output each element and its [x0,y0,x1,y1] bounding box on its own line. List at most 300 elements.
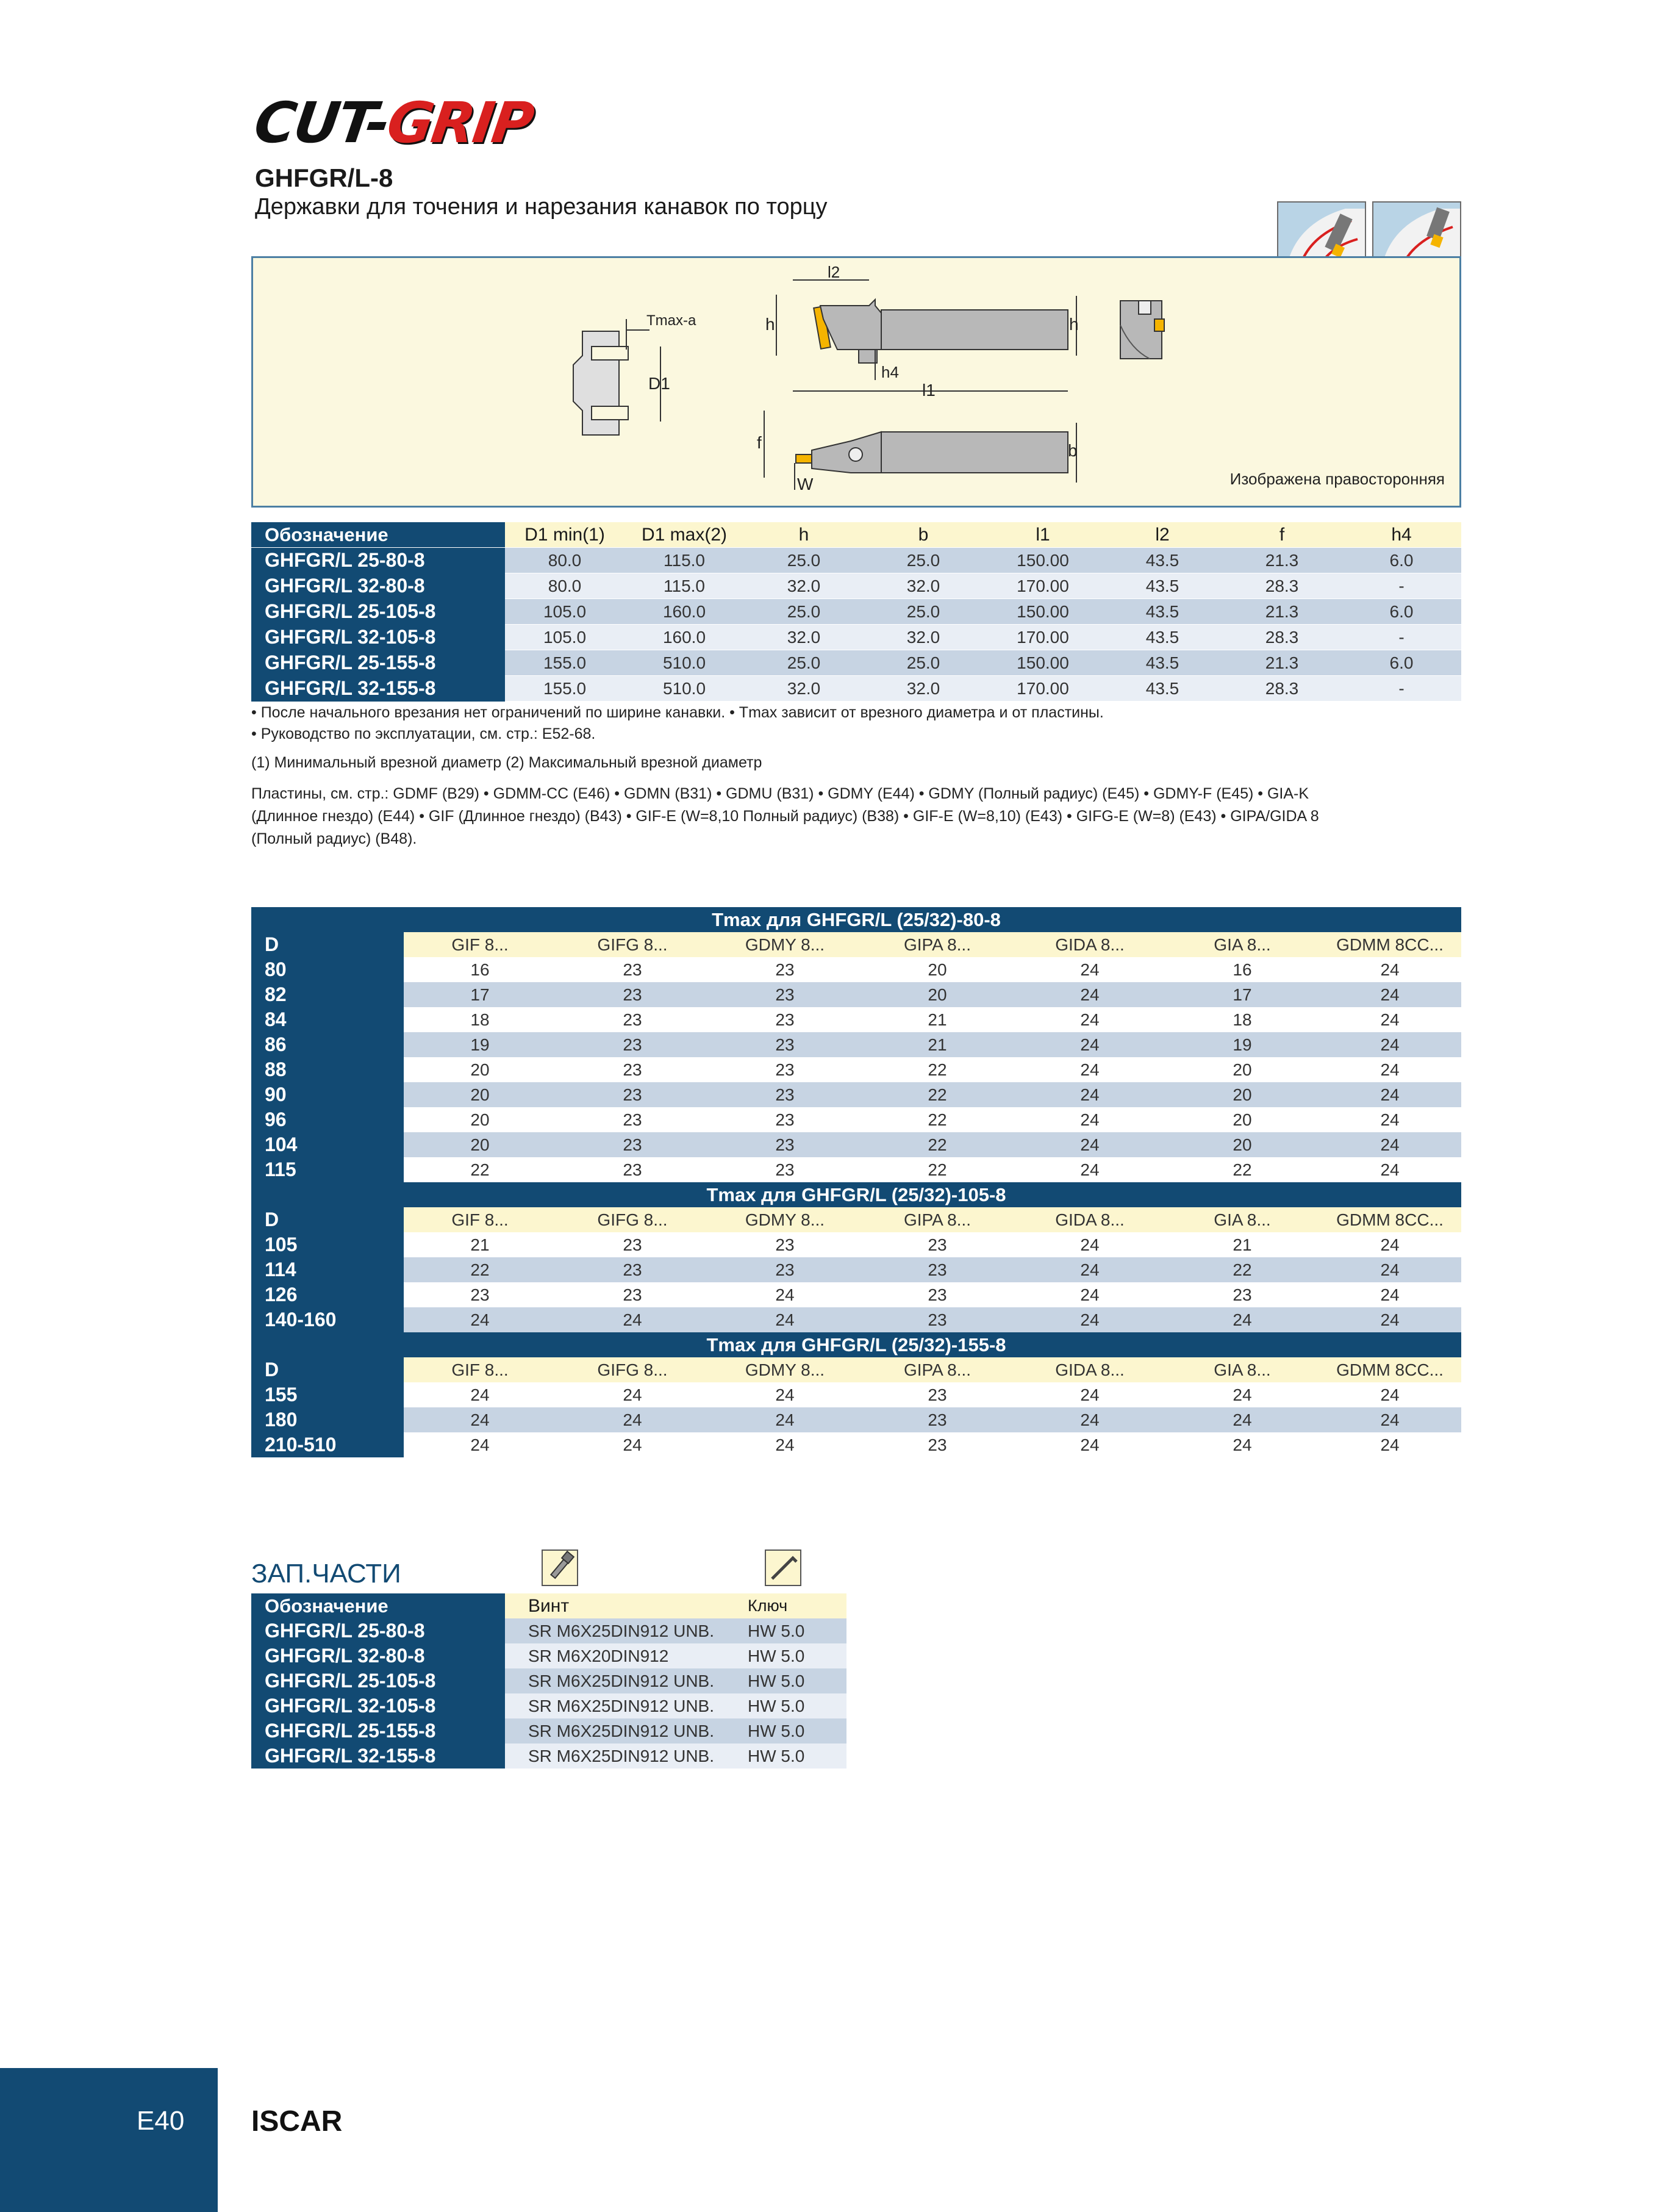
spec-header-f: f [1222,522,1342,548]
tmax-value-cell: 24 [1319,1157,1461,1182]
tmax-value-cell: 24 [1319,1232,1461,1257]
tmax-value-cell: 23 [709,1082,861,1107]
footnote: (1) Минимальный врезной диаметр (2) Максимальный врезной диаметр [251,754,762,771]
tmax-value-cell: 20 [1166,1107,1319,1132]
spares-designation-cell: GHFGR/L 25-80-8 [251,1618,505,1643]
spec-header-h4: h4 [1342,522,1461,548]
spec-value-cell: 32.0 [864,676,983,702]
spares-screw-cell: SR M6X25DIN912 UNB. [505,1718,731,1743]
spec-value-cell: 21.3 [1222,650,1342,676]
spec-header-h: h [744,522,864,548]
tmax-value-cell: 23 [861,1432,1014,1457]
spec-row [251,548,1461,573]
tmax-value-cell: 19 [1166,1032,1319,1057]
tmax-column-header-row [251,932,1461,957]
tmax-value-cell: 24 [1014,1057,1166,1082]
tmax-header-insert: GIFG 8... [556,932,709,957]
tmax-header-insert: GDMY 8... [709,1357,861,1382]
tmax-value-cell: 24 [1014,1107,1166,1132]
page-number: E40 [137,2106,185,2136]
tmax-header-insert: GIFG 8... [556,1357,709,1382]
tmax-table [251,907,1461,1457]
spec-table-body [251,548,1461,702]
spares-key-cell: HW 5.0 [731,1718,846,1743]
tmax-value-cell: 24 [709,1432,861,1457]
spec-value-cell: 105.0 [505,599,625,625]
tmax-diameter-cell: 90 [251,1082,404,1107]
tmax-value-cell: 24 [1319,1107,1461,1132]
tmax-row [251,1082,1461,1107]
tmax-value-cell: 24 [404,1307,556,1332]
h-label-right: h [1069,315,1079,334]
spec-value-cell: 25.0 [864,548,983,573]
tmax-value-cell: 23 [709,1107,861,1132]
tmax-value-cell: 20 [1166,1057,1319,1082]
tmax-value-cell: 24 [404,1407,556,1432]
footer-page-bar [0,2068,218,2212]
tmax-value-cell: 23 [404,1282,556,1307]
spares-row [251,1743,846,1769]
tmax-header-insert: GDMY 8... [709,932,861,957]
tmax-value-cell: 19 [404,1032,556,1057]
tmax-value-cell: 24 [1319,1007,1461,1032]
tmax-value-cell: 24 [1319,1032,1461,1057]
spec-value-cell: 28.3 [1222,573,1342,599]
tmax-row [251,1257,1461,1282]
tmax-value-cell: 22 [1166,1157,1319,1182]
tmax-value-cell: 24 [709,1382,861,1407]
tmax-value-cell: 23 [556,1007,709,1032]
tmax-value-cell: 24 [1319,1082,1461,1107]
spec-value-cell: 6.0 [1342,599,1461,625]
spares-title: ЗАП.ЧАСТИ [251,1559,401,1589]
tmax-header-insert: GIA 8... [1166,932,1319,957]
h-label-left: h [765,315,775,334]
tmax-value-cell: 20 [404,1107,556,1132]
tmax-value-cell: 22 [861,1157,1014,1182]
spec-value-cell: 115.0 [625,573,744,599]
tmax-diameter-cell: 88 [251,1057,404,1082]
tmax-header-insert: GIPA 8... [861,1357,1014,1382]
spec-value-cell: 32.0 [864,625,983,650]
spec-value-cell: 43.5 [1103,625,1222,650]
tmax-value-cell: 24 [1319,1282,1461,1307]
spec-value-cell: 510.0 [625,676,744,702]
spec-value-cell: 155.0 [505,676,625,702]
tmax-value-cell: 24 [1014,1132,1166,1157]
tmax-header-insert: GIA 8... [1166,1357,1319,1382]
hex-key-icon [765,1549,801,1586]
tmax-value-cell: 24 [1014,1307,1166,1332]
spec-row [251,676,1461,702]
spares-screw-cell: SR M6X25DIN912 UNB. [505,1693,731,1718]
tmax-diameter-cell: 96 [251,1107,404,1132]
workpiece-section [573,331,628,435]
tmax-value-cell: 24 [556,1407,709,1432]
tmax-value-cell: 24 [709,1407,861,1432]
spares-table [251,1593,846,1769]
tmax-row [251,1132,1461,1157]
tmax-column-header-row [251,1357,1461,1382]
tmax-group-title-row [251,907,1461,932]
spec-value-cell: 21.3 [1222,548,1342,573]
tmax-row [251,1307,1461,1332]
tool-side-view [814,300,1068,363]
spec-value-cell: - [1342,625,1461,650]
spec-value-cell: 32.0 [744,573,864,599]
tmax-value-cell: 23 [861,1407,1014,1432]
tmax-value-cell: 18 [404,1007,556,1032]
tmax-value-cell: 21 [404,1232,556,1257]
spec-row [251,599,1461,625]
tmax-value-cell: 20 [404,1082,556,1107]
spec-value-cell: 150.00 [983,650,1103,676]
tmax-row [251,1157,1461,1182]
tmax-value-cell: 24 [1319,1307,1461,1332]
spec-designation-cell: GHFGR/L 25-80-8 [251,548,505,573]
tmax-value-cell: 22 [861,1107,1014,1132]
l1-label: l1 [922,381,936,400]
spec-value-cell: 43.5 [1103,676,1222,702]
tmax-value-cell: 24 [1014,1157,1166,1182]
tmax-row [251,957,1461,982]
spec-table [251,522,1461,702]
tmax-diameter-cell: 126 [251,1282,404,1307]
tmax-header-insert: GIPA 8... [861,1207,1014,1232]
tmax-header-insert: GIF 8... [404,1207,556,1232]
spec-designation-cell: GHFGR/L 32-105-8 [251,625,505,650]
tmax-header-insert: GDMM 8CC... [1319,932,1461,957]
f-label: f [757,433,762,452]
note-line-1: • После начального врезания нет ограничений по ширине канавки. • Tmax зависит от врезного диаметра и от пластины. [251,704,1104,721]
tmax-header-insert: GIF 8... [404,932,556,957]
tmax-value-cell: 23 [709,1257,861,1282]
tmax-group-title: Tmax для GHFGR/L (25/32)-105-8 [251,1182,1461,1207]
tmax-value-cell: 24 [1319,1257,1461,1282]
spares-key-cell: HW 5.0 [731,1743,846,1769]
spec-designation-cell: GHFGR/L 32-80-8 [251,573,505,599]
tmax-row [251,1232,1461,1257]
tmax-header-insert: GIF 8... [404,1357,556,1382]
tmax-value-cell: 24 [1014,1082,1166,1107]
tmax-row [251,982,1461,1007]
spec-value-cell: 32.0 [744,676,864,702]
spec-value-cell: 43.5 [1103,548,1222,573]
tmax-value-cell: 24 [1319,1407,1461,1432]
spec-value-cell: 170.00 [983,625,1103,650]
spec-designation-cell: GHFGR/L 25-155-8 [251,650,505,676]
page-title: GHFGR/L-8 [255,163,393,192]
tool-end-view [1120,301,1164,359]
spares-row [251,1693,846,1718]
h4-label: h4 [881,363,899,381]
spec-value-cell: 25.0 [744,599,864,625]
tmax-value-cell: 22 [404,1257,556,1282]
tmax-value-cell: 24 [1014,1257,1166,1282]
tmax-value-cell: 23 [556,1157,709,1182]
tmax-column-header-row [251,1207,1461,1232]
spec-value-cell: 25.0 [744,650,864,676]
inserts-line-3: (Полный радиус) (B48). [251,830,417,847]
tmax-value-cell: 21 [1166,1232,1319,1257]
tmax-diameter-cell: 115 [251,1157,404,1182]
spec-designation-cell: GHFGR/L 25-105-8 [251,599,505,625]
tmax-value-cell: 20 [404,1057,556,1082]
tmax-row [251,1382,1461,1407]
spec-value-cell: 80.0 [505,573,625,599]
tmax-value-cell: 24 [556,1382,709,1407]
spec-value-cell: - [1342,676,1461,702]
tmax-value-cell: 17 [1166,982,1319,1007]
tmax-diameter-cell: 105 [251,1232,404,1257]
spec-value-cell: 6.0 [1342,548,1461,573]
tmax-value-cell: 21 [861,1032,1014,1057]
tmax-value-cell: 23 [556,1257,709,1282]
tmax-row [251,1432,1461,1457]
spares-screw-cell: SR M6X25DIN912 UNB. [505,1618,731,1643]
tmax-value-cell: 24 [1014,957,1166,982]
spares-key-cell: HW 5.0 [731,1643,846,1668]
tmax-header-insert: GIPA 8... [861,932,1014,957]
tmax-header-d: D [251,1357,404,1382]
tmax-value-cell: 23 [861,1307,1014,1332]
spec-row [251,650,1461,676]
tmax-header-insert: GIDA 8... [1014,932,1166,957]
tmax-value-cell: 24 [1014,982,1166,1007]
tmax-row [251,1032,1461,1057]
spares-designation-cell: GHFGR/L 32-105-8 [251,1693,505,1718]
spec-value-cell: 80.0 [505,548,625,573]
spec-value-cell: 150.00 [983,548,1103,573]
tmax-value-cell: 16 [404,957,556,982]
tmax-diameter-cell: 84 [251,1007,404,1032]
tmax-value-cell: 24 [1014,1282,1166,1307]
spares-header-key: Ключ [731,1593,846,1618]
tmax-value-cell: 23 [861,1282,1014,1307]
tmax-diameter-cell: 155 [251,1382,404,1407]
tmax-value-cell: 24 [404,1382,556,1407]
spec-value-cell: 32.0 [744,625,864,650]
spares-screw-cell: SR M6X25DIN912 UNB. [505,1743,731,1769]
spec-value-cell: 150.00 [983,599,1103,625]
spares-screw-cell: SR M6X20DIN912 [505,1643,731,1668]
spec-header-b: b [864,522,983,548]
spec-header-l2: l2 [1103,522,1222,548]
tmax-diameter-cell: 104 [251,1132,404,1157]
spec-value-cell: 170.00 [983,573,1103,599]
tmax-diameter-cell: 82 [251,982,404,1007]
screw-icon [542,1549,578,1586]
tmax-group-title-row [251,1182,1461,1207]
tmax-value-cell: 24 [1319,957,1461,982]
spec-value-cell: 21.3 [1222,599,1342,625]
tmax-value-cell: 24 [709,1307,861,1332]
tmax-header-d: D [251,932,404,957]
tmax-value-cell: 23 [861,1232,1014,1257]
spec-row [251,625,1461,650]
tmax-value-cell: 24 [1166,1407,1319,1432]
tmax-value-cell: 24 [1166,1382,1319,1407]
tmax-value-cell: 17 [404,982,556,1007]
tmax-value-cell: 22 [861,1082,1014,1107]
tmax-row [251,1007,1461,1032]
right-hand-note: Изображена правосторонняя [1229,470,1445,488]
tmax-value-cell: 21 [861,1007,1014,1032]
spec-value-cell: 43.5 [1103,599,1222,625]
spec-row [251,573,1461,599]
tmax-value-cell: 24 [404,1432,556,1457]
spares-header-row [251,1593,846,1618]
spec-value-cell: 170.00 [983,676,1103,702]
l2-label: l2 [828,263,840,281]
inserts-line-2: (Длинное гнездо) (E44) • GIF (Длинное гнездо) (B43) • GIF-E (W=8,10 Полный радиус) (B38) • GIF-E (W=8,10) (E43) • GIFG-E (W=8) (E43) • GIPA/GIDA 8 [251,808,1319,825]
spares-designation-cell: GHFGR/L 25-105-8 [251,1668,505,1693]
spec-value-cell: 160.0 [625,599,744,625]
tmax-value-cell: 24 [1014,1032,1166,1057]
spec-value-cell: 510.0 [625,650,744,676]
tmax-value-cell: 24 [1319,1432,1461,1457]
tmax-value-cell: 23 [709,1057,861,1082]
tmax-value-cell: 24 [1014,1382,1166,1407]
tmax-diameter-cell: 80 [251,957,404,982]
tmax-value-cell: 23 [556,1232,709,1257]
tmax-value-cell: 24 [1319,1057,1461,1082]
tmax-diameter-cell: 86 [251,1032,404,1057]
tmax-header-insert: GIDA 8... [1014,1207,1166,1232]
spec-value-cell: 25.0 [864,599,983,625]
tmax-table-body [251,907,1461,1457]
spec-value-cell: 25.0 [744,548,864,573]
tmax-value-cell: 16 [1166,957,1319,982]
tmax-value-cell: 23 [556,1082,709,1107]
tmax-header-insert: GIFG 8... [556,1207,709,1232]
spares-row [251,1718,846,1743]
spec-value-cell: 160.0 [625,625,744,650]
tmax-value-cell: 18 [1166,1007,1319,1032]
tmax-value-cell: 22 [404,1157,556,1182]
tmax-value-cell: 24 [1014,1007,1166,1032]
inserts-line-1: Пластины, см. стр.: GDMF (B29) • GDMM-CC (E46) • GDMN (B31) • GDMU (B31) • GDMY (E44) • GDMY (Полный радиус) (E45) • GDMY-F (E45) • GIA-K [251,785,1309,802]
spares-key-cell: HW 5.0 [731,1693,846,1718]
spec-value-cell: 155.0 [505,650,625,676]
spec-value-cell: 6.0 [1342,650,1461,676]
tmax-value-cell: 22 [1166,1257,1319,1282]
spec-value-cell: 43.5 [1103,650,1222,676]
spares-screw-cell: SR M6X25DIN912 UNB. [505,1668,731,1693]
b-label: b [1068,441,1078,460]
tmax-group-title: Tmax для GHFGR/L (25/32)-155-8 [251,1332,1461,1357]
tmax-value-cell: 22 [861,1132,1014,1157]
spares-header-screw: Винт [505,1593,731,1618]
tmax-row [251,1282,1461,1307]
spec-value-cell: 28.3 [1222,625,1342,650]
tmax-value-cell: 24 [709,1282,861,1307]
tmax-group-title: Tmax для GHFGR/L (25/32)-80-8 [251,907,1461,932]
tmax-value-cell: 23 [556,1057,709,1082]
spares-row [251,1643,846,1668]
tmax-value-cell: 23 [556,982,709,1007]
tmax-value-cell: 24 [1319,1132,1461,1157]
spares-designation-cell: GHFGR/L 32-155-8 [251,1743,505,1769]
tmax-value-cell: 24 [556,1432,709,1457]
tmax-value-cell: 22 [861,1057,1014,1082]
note-line-2: • Руководство по эксплуатации, см. стр.: E52-68. [251,725,596,742]
tmax-value-cell: 23 [709,1032,861,1057]
tmax-value-cell: 23 [709,1132,861,1157]
w-label: W [797,475,814,494]
tmax-value-cell: 23 [709,957,861,982]
tmax-value-cell: 23 [556,1032,709,1057]
spares-header-designation: Обозначение [251,1593,505,1618]
brand-name: ISCAR [251,2105,343,2138]
tmax-group-title-row [251,1332,1461,1357]
tmax-header-insert: GIA 8... [1166,1207,1319,1232]
tmax-value-cell: 23 [556,957,709,982]
logo-part-cut: CUT- [250,90,393,156]
spec-value-cell: 25.0 [864,650,983,676]
spec-value-cell: 43.5 [1103,573,1222,599]
spares-key-cell: HW 5.0 [731,1668,846,1693]
spares-key-cell: HW 5.0 [731,1618,846,1643]
spec-header-designation: Обозначение [251,522,505,548]
tmax-value-cell: 24 [1319,982,1461,1007]
spec-value-cell: 32.0 [864,573,983,599]
tmax-value-cell: 23 [709,982,861,1007]
page-subtitle: Державки для точения и нарезания канавок по торцу [255,194,828,220]
tmax-diameter-cell: 210-510 [251,1432,404,1457]
tmax-value-cell: 24 [1014,1407,1166,1432]
spec-header-d1min: D1 min(1) [505,522,625,548]
tmax-header-insert: GDMY 8... [709,1207,861,1232]
tmax-diameter-cell: 180 [251,1407,404,1432]
tmax-value-cell: 24 [1166,1307,1319,1332]
spares-designation-cell: GHFGR/L 25-155-8 [251,1718,505,1743]
tmax-value-cell: 20 [861,982,1014,1007]
tmax-value-cell: 23 [709,1157,861,1182]
tmax-value-cell: 23 [556,1132,709,1157]
tmax-value-cell: 23 [556,1282,709,1307]
tmax-value-cell: 20 [404,1132,556,1157]
tmax-header-d: D [251,1207,404,1232]
tmax-value-cell: 24 [556,1307,709,1332]
tmax-value-cell: 20 [1166,1082,1319,1107]
spares-row [251,1618,846,1643]
tmax-value-cell: 20 [861,957,1014,982]
tmax-value-cell: 23 [709,1232,861,1257]
tmax-header-insert: GIDA 8... [1014,1357,1166,1382]
d1-label: D1 [648,374,670,393]
tool-top-view [796,432,1068,473]
tmax-value-cell: 24 [1014,1232,1166,1257]
spec-value-cell: - [1342,573,1461,599]
tmax-diameter-cell: 140-160 [251,1307,404,1332]
cut-grip-logo [250,90,536,156]
spec-header-d1max: D1 max(2) [625,522,744,548]
spec-value-cell: 105.0 [505,625,625,650]
spares-row [251,1668,846,1693]
tmax-value-cell: 20 [1166,1132,1319,1157]
tmax-header-insert: GDMM 8CC... [1319,1207,1461,1232]
tmax-value-cell: 24 [1319,1382,1461,1407]
tmax-value-cell: 23 [556,1107,709,1132]
tmax-value-cell: 23 [861,1382,1014,1407]
spares-table-body [251,1618,846,1769]
tmax-label: Tmax-a [646,312,696,329]
logo-part-grip: GRIP [383,90,537,156]
spec-table-header-row [251,522,1461,548]
tmax-header-insert: GDMM 8CC... [1319,1357,1461,1382]
technical-drawing [251,256,1461,508]
